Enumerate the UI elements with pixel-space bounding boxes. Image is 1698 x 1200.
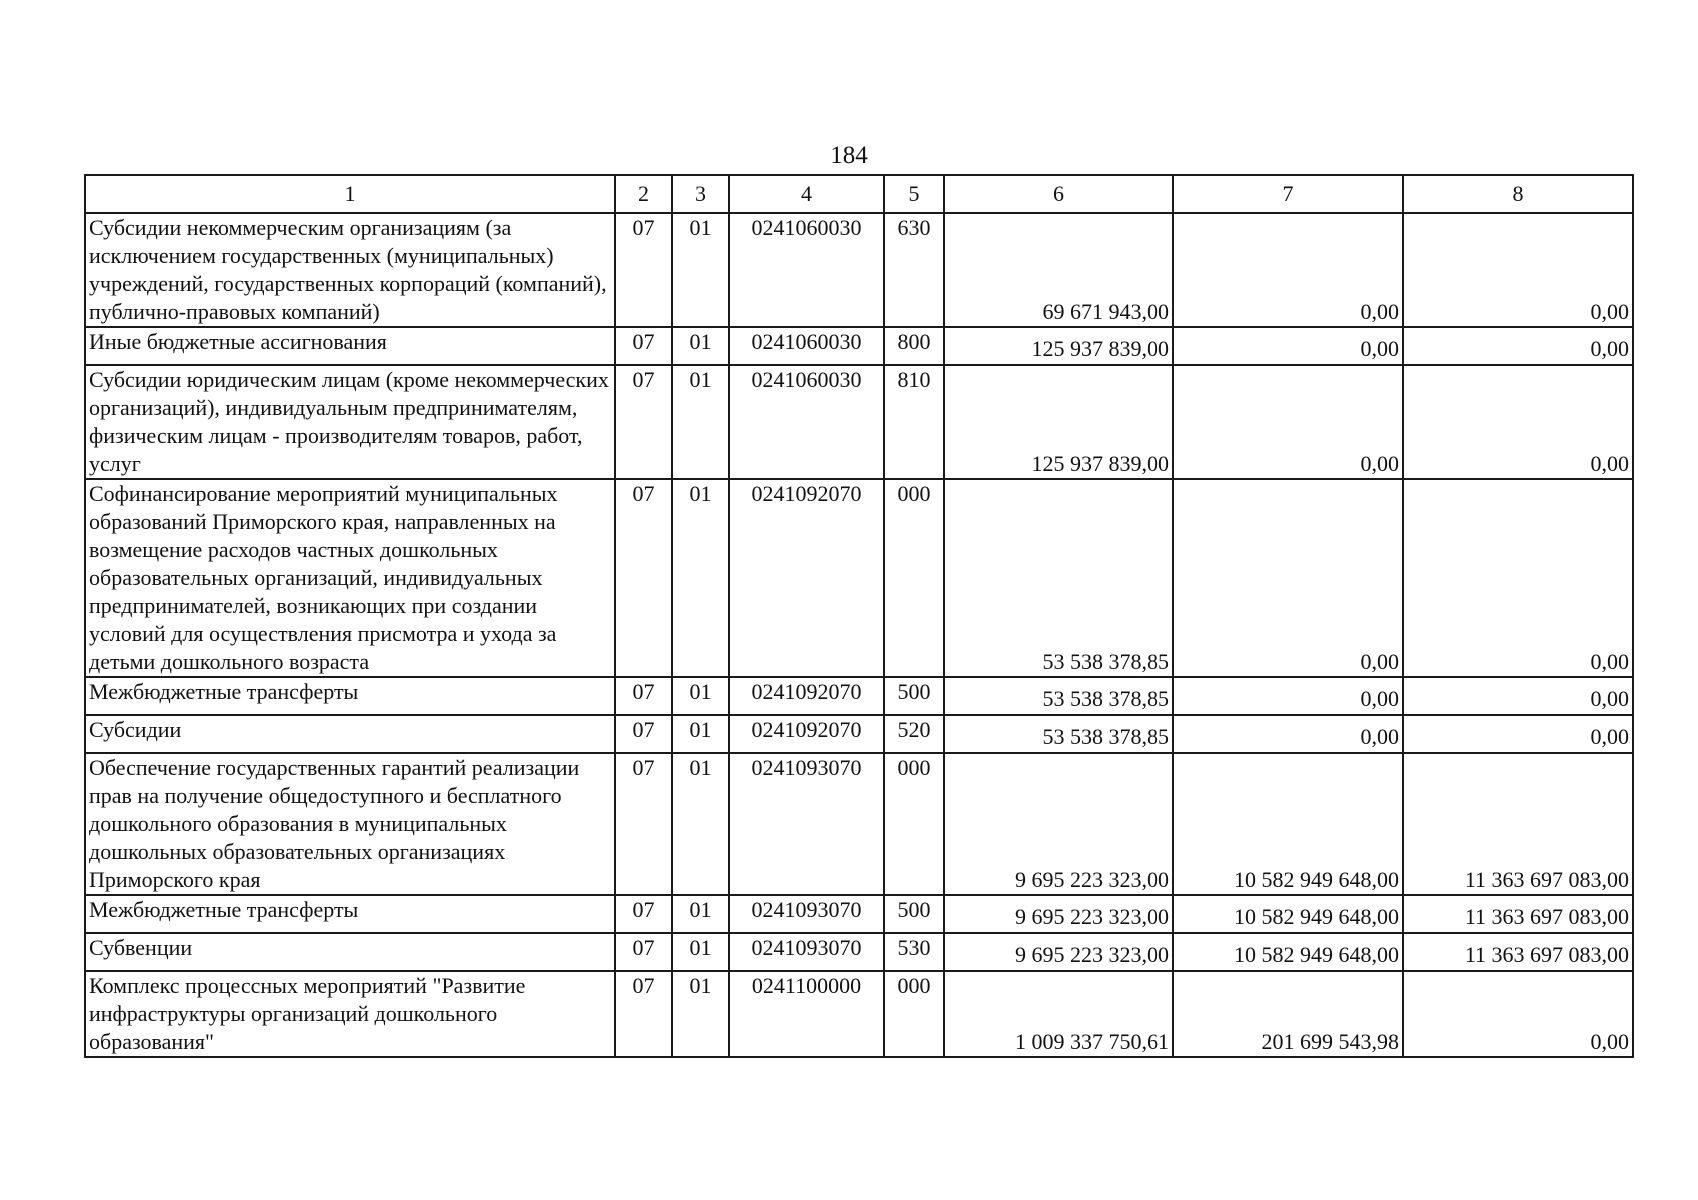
amount-col7: 10 582 949 648,00	[1173, 895, 1403, 933]
section-code: 07	[615, 365, 672, 479]
amount-col8: 11 363 697 083,00	[1403, 753, 1633, 895]
subsection-code: 01	[672, 677, 729, 715]
amount-col7: 0,00	[1173, 327, 1403, 365]
budget-table	[84, 174, 1634, 1058]
subsection-code: 01	[672, 327, 729, 365]
amount-col8: 0,00	[1403, 327, 1633, 365]
amount-col7: 201 699 543,98	[1173, 971, 1403, 1057]
table-row	[85, 895, 1633, 933]
section-code: 07	[615, 933, 672, 971]
amount-col8: 0,00	[1403, 479, 1633, 677]
table-row	[85, 715, 1633, 753]
table-row	[85, 753, 1633, 895]
amount-col8: 0,00	[1403, 715, 1633, 753]
page-number: 184	[830, 142, 868, 169]
section-code: 07	[615, 753, 672, 895]
table-row	[85, 213, 1633, 327]
column-header: 5	[884, 175, 944, 213]
expense-type-code: 530	[884, 933, 944, 971]
section-code: 07	[615, 971, 672, 1057]
table-row	[85, 479, 1633, 677]
expense-type-code: 810	[884, 365, 944, 479]
row-name: Межбюджетные трансферты	[85, 895, 615, 933]
expense-type-code: 000	[884, 971, 944, 1057]
target-article-code: 0241092070	[729, 479, 884, 677]
target-article-code: 0241093070	[729, 933, 884, 971]
expense-type-code: 000	[884, 753, 944, 895]
amount-col7: 0,00	[1173, 677, 1403, 715]
target-article-code: 0241060030	[729, 213, 884, 327]
column-header: 6	[944, 175, 1173, 213]
row-name: Обеспечение государственных гарантий реализации прав на получение общедоступного и бесплатного дошкольного образования в муниципальных дошкольных образовательных организациях Приморского края	[85, 753, 615, 895]
section-code: 07	[615, 715, 672, 753]
table-row	[85, 933, 1633, 971]
amount-col8: 0,00	[1403, 677, 1633, 715]
section-code: 07	[615, 895, 672, 933]
row-name: Софинансирование мероприятий муниципальных образований Приморского края, направленных на возмещение расходов частных дошкольных образовательных организаций, индивидуальных предпринимателей, возникающих при создании условий для осуществления присмотра и ухода за детьми дошкольного возраста	[85, 479, 615, 677]
section-code: 07	[615, 479, 672, 677]
amount-col8: 0,00	[1403, 971, 1633, 1057]
row-name: Иные бюджетные ассигнования	[85, 327, 615, 365]
row-name: Субсидии юридическим лицам (кроме некоммерческих организаций), индивидуальным предпринимателям, физическим лицам - производителям товаров, работ, услуг	[85, 365, 615, 479]
target-article-code: 0241092070	[729, 715, 884, 753]
target-article-code: 0241093070	[729, 895, 884, 933]
section-code: 07	[615, 327, 672, 365]
expense-type-code: 800	[884, 327, 944, 365]
amount-col6: 125 937 839,00	[944, 327, 1173, 365]
section-code: 07	[615, 213, 672, 327]
target-article-code: 0241060030	[729, 327, 884, 365]
subsection-code: 01	[672, 365, 729, 479]
amount-col6: 53 538 378,85	[944, 677, 1173, 715]
subsection-code: 01	[672, 933, 729, 971]
amount-col8: 11 363 697 083,00	[1403, 933, 1633, 971]
amount-col6: 9 695 223 323,00	[944, 895, 1173, 933]
amount-col6: 9 695 223 323,00	[944, 933, 1173, 971]
column-header: 8	[1403, 175, 1633, 213]
expense-type-code: 630	[884, 213, 944, 327]
column-header: 2	[615, 175, 672, 213]
target-article-code: 0241093070	[729, 753, 884, 895]
amount-col8: 0,00	[1403, 365, 1633, 479]
table-row	[85, 327, 1633, 365]
subsection-code: 01	[672, 715, 729, 753]
target-article-code: 0241100000	[729, 971, 884, 1057]
amount-col6: 53 538 378,85	[944, 715, 1173, 753]
column-header: 7	[1173, 175, 1403, 213]
target-article-code: 0241060030	[729, 365, 884, 479]
expense-type-code: 000	[884, 479, 944, 677]
amount-col7: 10 582 949 648,00	[1173, 753, 1403, 895]
subsection-code: 01	[672, 895, 729, 933]
subsection-code: 01	[672, 213, 729, 327]
table-row	[85, 677, 1633, 715]
subsection-code: 01	[672, 753, 729, 895]
amount-col8: 0,00	[1403, 213, 1633, 327]
section-code: 07	[615, 677, 672, 715]
subsection-code: 01	[672, 971, 729, 1057]
amount-col6: 53 538 378,85	[944, 479, 1173, 677]
amount-col7: 0,00	[1173, 365, 1403, 479]
amount-col7: 0,00	[1173, 213, 1403, 327]
amount-col8: 11 363 697 083,00	[1403, 895, 1633, 933]
column-header: 1	[85, 175, 615, 213]
expense-type-code: 520	[884, 715, 944, 753]
expense-type-code: 500	[884, 677, 944, 715]
amount-col7: 10 582 949 648,00	[1173, 933, 1403, 971]
row-name: Субвенции	[85, 933, 615, 971]
header-row	[85, 175, 1633, 213]
amount-col6: 1 009 337 750,61	[944, 971, 1173, 1057]
row-name: Субсидии некоммерческим организациям (за исключением государственных (муниципальных) учреждений, государственных корпораций (компаний), публично-правовых компаний)	[85, 213, 615, 327]
target-article-code: 0241092070	[729, 677, 884, 715]
column-header: 3	[672, 175, 729, 213]
amount-col7: 0,00	[1173, 479, 1403, 677]
table-row	[85, 365, 1633, 479]
expense-type-code: 500	[884, 895, 944, 933]
row-name: Межбюджетные трансферты	[85, 677, 615, 715]
column-header: 4	[729, 175, 884, 213]
amount-col6: 9 695 223 323,00	[944, 753, 1173, 895]
table-row	[85, 971, 1633, 1057]
amount-col6: 69 671 943,00	[944, 213, 1173, 327]
amount-col6: 125 937 839,00	[944, 365, 1173, 479]
amount-col7: 0,00	[1173, 715, 1403, 753]
row-name: Комплекс процессных мероприятий "Развитие инфраструктуры организаций дошкольного образования"	[85, 971, 615, 1057]
subsection-code: 01	[672, 479, 729, 677]
row-name: Субсидии	[85, 715, 615, 753]
